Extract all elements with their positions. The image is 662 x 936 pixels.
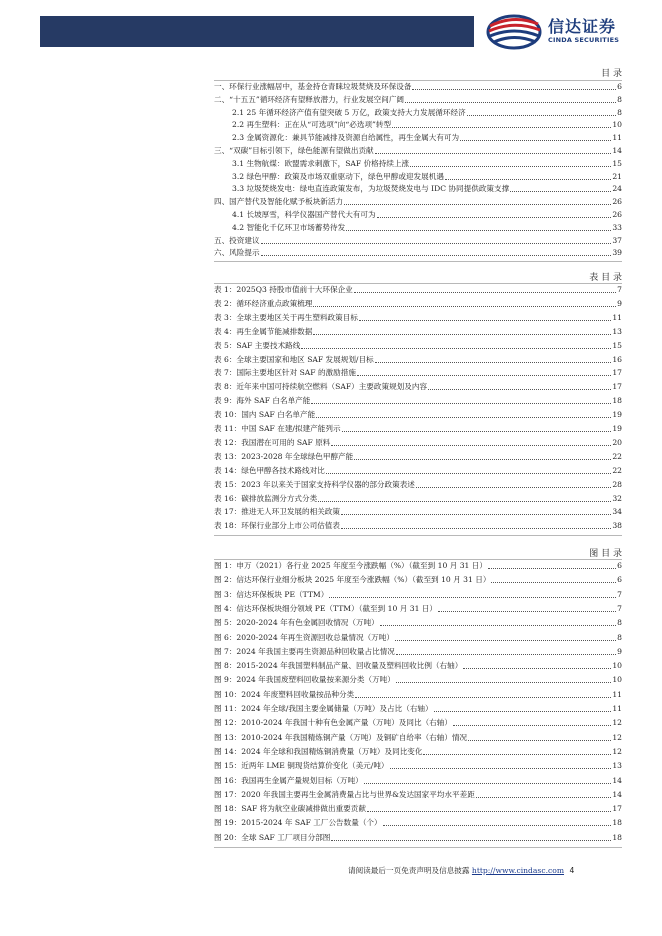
toc-entry-title: 2.3 金属资源化：兼具节能减排及资源自给属性，再生金属大有可为 <box>232 133 460 143</box>
toc-bottom-rule <box>214 261 622 262</box>
figures-entry-title: 图 13：2010-2024 年我国精炼铜产量（万吨）及铜矿自给率（右轴）情况 <box>214 732 468 742</box>
dot-leader <box>416 486 611 488</box>
dot-leader <box>428 388 611 390</box>
toc-entry-page: 26 <box>612 197 622 207</box>
figures-entry[interactable] <box>214 789 622 801</box>
dot-leader <box>329 596 616 598</box>
figures-entry-page: 14 <box>612 789 622 799</box>
figures-entry-title: 图 17：2020 年我国主要再生金属消费量占比与世界&发达国家平均水平差距 <box>214 789 475 799</box>
tables-bottom-rule <box>214 535 622 536</box>
figures-entry[interactable] <box>214 646 622 658</box>
tables-entry[interactable] <box>214 423 622 435</box>
figures-entry-page: 7 <box>617 589 622 599</box>
toc-entry-page: 39 <box>612 248 622 258</box>
figures-entry[interactable] <box>214 717 622 729</box>
website-link[interactable]: http://www.cindasc.com <box>471 866 565 875</box>
dot-leader <box>375 152 612 154</box>
toc-entry-title: 3.1 生物航煤：欧盟需求刺激下，SAF 价格持续上涨 <box>232 158 410 168</box>
dot-leader <box>405 101 616 103</box>
tables-entry-title: 表 1：2025Q3 持股市值前十大环保企业 <box>214 285 353 294</box>
dot-leader <box>377 216 612 218</box>
tables-entry-title: 表 5：SAF 主要技术路线 <box>214 340 301 350</box>
figures-entry-page: 9 <box>617 646 622 656</box>
figures-entry[interactable] <box>214 589 622 601</box>
tables-entry-page: 11 <box>612 312 622 322</box>
dot-leader <box>476 796 612 798</box>
dot-leader <box>301 347 611 349</box>
tables-entry-page: 22 <box>612 465 622 475</box>
tables-entry[interactable] <box>214 451 622 463</box>
tables-entry-page: 20 <box>612 437 622 447</box>
tables-entry-page: 38 <box>612 521 622 531</box>
tables-entry[interactable] <box>214 520 622 532</box>
figures-entry[interactable] <box>214 746 622 758</box>
figures-entry-title: 图 20：全球 SAF 工厂项目分部图 <box>214 832 331 842</box>
toc-entry-page: 33 <box>612 222 622 232</box>
tables-entry[interactable] <box>214 298 622 310</box>
figures-entry-title: 图 16：我国再生金属产量规划目标（万吨） <box>214 775 363 785</box>
tables-entry[interactable] <box>214 326 622 338</box>
figures-entry-page: 13 <box>612 761 622 771</box>
tables-title: 表 目 录 <box>589 273 622 283</box>
page-number: 4 <box>569 866 575 875</box>
figures-entry[interactable] <box>214 803 622 815</box>
tables-entry-page: 17 <box>612 368 622 378</box>
dot-leader <box>491 581 616 583</box>
toc-entry-page: 21 <box>612 171 622 181</box>
tables-entry[interactable] <box>214 465 622 477</box>
toc-entry-title: 2.2 再生塑料：正在从“可选项”向“必选项”转型 <box>232 120 392 130</box>
dot-leader <box>380 624 616 626</box>
header-band <box>40 16 474 47</box>
dot-leader <box>445 178 611 180</box>
toc-entry-title: 2.1 25 年循环经济产值有望突破 5 万亿，政策支持大力发展循环经济 <box>232 107 466 117</box>
dot-leader <box>357 374 611 376</box>
dot-leader <box>364 782 612 784</box>
figures-entry-page: 7 <box>617 603 622 613</box>
toc-entry-title: 三、“双碳”目标引领下，绿色能源有望做出贡献 <box>214 146 374 155</box>
figures-title: 图 目 录 <box>589 549 622 559</box>
tables-entry-page: 16 <box>612 354 622 364</box>
toc-title: 目 录 <box>601 69 622 79</box>
figures-entry-title: 图 11：2024 年全球/我国主要金属储量（万吨）及占比（右轴） <box>214 704 433 713</box>
dot-leader <box>354 458 611 460</box>
toc-entry-page: 14 <box>612 146 622 155</box>
disclaimer-notice: 请阅读最后一页免责声明及信息披露 <box>348 866 470 875</box>
dot-leader <box>342 430 612 432</box>
dot-leader <box>410 165 611 167</box>
toc-entry-page: 11 <box>612 133 622 143</box>
dot-leader <box>261 254 612 256</box>
toc-entry[interactable] <box>232 132 622 144</box>
figures-entry[interactable] <box>214 775 622 787</box>
tables-entry-page: 19 <box>612 410 622 420</box>
dot-leader <box>396 681 611 683</box>
toc-entry[interactable] <box>214 145 622 157</box>
figures-entry[interactable] <box>214 674 622 686</box>
figures-entry[interactable] <box>214 760 622 772</box>
figures-entry-page: 10 <box>612 661 622 671</box>
tables-entry-page: 9 <box>617 298 622 308</box>
figures-entry-title: 图 5：2020-2024 年有色金属回收情况（万吨） <box>214 618 379 628</box>
tables-entry-page: 17 <box>612 382 622 392</box>
tables-entry-title: 表 6：全球主要国家和地区 SAF 发展规划/目标 <box>214 354 374 364</box>
tables-entry-title: 表 15：2023 年以来关于国家支持科学仪器的部分政策表述 <box>214 479 415 489</box>
dot-leader <box>375 361 612 363</box>
figures-entry[interactable] <box>214 817 622 829</box>
dot-leader <box>344 203 611 205</box>
tables-entry-title: 表 17：推进无人环卫发展的相关政策 <box>214 507 340 517</box>
figures-entry[interactable] <box>214 632 622 644</box>
brand-name-en: CINDA SECURITIES <box>548 36 620 44</box>
tables-entry-title: 表 14：绿色甲醇各技术路线对比 <box>214 465 325 475</box>
dot-leader <box>313 333 611 335</box>
tables-entry[interactable] <box>214 367 622 379</box>
figures-entry-page: 10 <box>612 675 622 685</box>
figures-entry-title: 图 19：2015-2024 年 SAF 工厂公告数量（个） <box>214 818 382 828</box>
figures-entry[interactable] <box>214 574 622 586</box>
tables-entry-page: 19 <box>612 424 622 433</box>
figures-entry[interactable] <box>214 617 622 629</box>
figures-entry-title: 图 12：2010-2024 年我国十种有色金属产量（万吨）及同比（右轴） <box>214 718 452 728</box>
dot-leader <box>359 319 611 321</box>
tables-entry-page: 15 <box>612 340 622 350</box>
dot-leader <box>423 753 611 755</box>
toc-entry[interactable] <box>214 94 622 106</box>
dot-leader <box>331 444 611 446</box>
figures-entry-page: 6 <box>617 561 622 570</box>
dot-leader <box>395 639 616 641</box>
figures-entry[interactable] <box>214 689 622 701</box>
toc-entry[interactable] <box>232 183 622 195</box>
tables-entry[interactable] <box>214 284 622 296</box>
toc-entry-page: 8 <box>617 94 622 104</box>
figures-entry[interactable] <box>214 660 622 672</box>
toc-entry-title: 五、投资建议 <box>214 235 260 245</box>
tables-entry-page: 28 <box>612 479 622 489</box>
toc-entry[interactable] <box>214 235 622 247</box>
dot-leader <box>383 824 612 826</box>
figures-bottom-rule <box>214 847 622 848</box>
tables-entry-page: 22 <box>612 451 622 461</box>
dot-leader <box>390 767 612 769</box>
tables-entry-title: 表 3：全球主要地区关于再生塑料政策目标 <box>214 312 358 322</box>
toc-entry-title: 一、环保行业涨幅居中，基金持仓青睐垃圾焚烧及环保设备 <box>214 82 412 91</box>
tables-entry[interactable] <box>214 479 622 491</box>
dot-leader <box>313 305 616 307</box>
figures-entry-page: 18 <box>612 832 622 842</box>
figures-entry-page: 8 <box>617 632 622 642</box>
figures-entry-title: 图 4：信达环保板块细分领域 PE（TTM）（截至到 10 月 31 日） <box>214 603 438 613</box>
tables-entry-title: 表 18：环保行业部分上市公司估值表 <box>214 521 340 531</box>
tables-entry[interactable] <box>214 395 622 407</box>
figures-entry-title: 图 18：SAF 将为航空业碳减排做出重要贡献 <box>214 804 366 814</box>
dot-leader <box>341 513 611 515</box>
toc-entry[interactable] <box>214 81 622 93</box>
tables-entry[interactable] <box>214 354 622 366</box>
figures-entry-page: 12 <box>612 718 622 728</box>
dot-leader <box>354 291 616 293</box>
tables-entry[interactable] <box>214 312 622 324</box>
dot-leader <box>396 653 616 655</box>
tables-entry-page: 13 <box>612 326 622 336</box>
dot-leader <box>316 416 611 418</box>
figures-entry-title: 图 1：申万（2021）各行业 2025 年度至今涨跌幅（%）（截至到 10 月 31 日） <box>214 561 487 570</box>
figures-entry[interactable] <box>214 832 622 844</box>
figures-entry-title: 图 10：2024 年废塑料回收量按品种分类 <box>214 689 355 699</box>
toc-entry-title: 二、“十五五”循环经济有望释放潜力，行业发展空间广阔 <box>214 94 405 104</box>
tables-entry-title: 表 7：国际主要地区针对 SAF 的激励措施 <box>214 368 356 378</box>
toc-entry-page: 26 <box>612 210 622 219</box>
toc-entry[interactable] <box>232 119 622 131</box>
figures-entry-title: 图 7：2024 年我国主要再生资源品种回收量占比情况 <box>214 646 395 656</box>
toc-entry-page: 24 <box>612 184 622 194</box>
dot-leader <box>318 500 611 502</box>
figures-entry-title: 图 15：近两年 LME 铜现货结算价变化（美元/吨） <box>214 761 389 771</box>
tables-entry-page: 7 <box>617 285 622 294</box>
figures-entry-title: 图 2：信达环保行业细分板块 2025 年度至今涨跌幅（%）（截至到 10 月 31 日） <box>214 575 491 585</box>
toc-entry-page: 37 <box>612 235 622 245</box>
toc-entry[interactable] <box>214 247 622 259</box>
page-footer <box>348 865 574 876</box>
figures-entry-page: 12 <box>612 746 622 756</box>
toc-entry-page: 8 <box>617 107 622 117</box>
dot-leader <box>311 402 611 404</box>
dot-leader <box>346 229 611 231</box>
figures-entry[interactable] <box>214 603 622 615</box>
tables-entry-title: 表 9：海外 SAF 白名单产能 <box>214 396 311 406</box>
dot-leader <box>468 739 611 741</box>
tables-entry-title: 表 13：2023-2028 年全球绿色甲醇产能 <box>214 451 354 461</box>
figures-entry-page: 6 <box>617 575 622 585</box>
tables-entry-page: 18 <box>612 396 622 406</box>
dot-leader <box>453 724 611 726</box>
figures-entry-page: 11 <box>612 704 622 713</box>
toc-entry-title: 3.2 绿色甲醇：政策及市场双重驱动下，绿色甲醇或迎发展机遇 <box>232 171 444 181</box>
figures-entry-page: 18 <box>612 818 622 828</box>
toc-entry[interactable] <box>232 171 622 183</box>
toc-entry[interactable] <box>214 196 622 208</box>
toc-entry-title: 六、风险提示 <box>214 248 260 258</box>
dot-leader <box>463 667 611 669</box>
tables-entry[interactable] <box>214 493 622 505</box>
dot-leader <box>412 88 616 90</box>
dot-leader <box>326 472 612 474</box>
dot-leader <box>331 839 611 841</box>
toc-entry[interactable] <box>232 209 622 221</box>
figures-entry-title: 图 14：2024 年全球和我国精炼铜消费量（万吨）及同比变化 <box>214 746 423 756</box>
dot-leader <box>355 696 611 698</box>
tables-entry[interactable] <box>214 381 622 393</box>
toc-entry[interactable] <box>232 158 622 170</box>
tables-entry[interactable] <box>214 409 622 421</box>
tables-entry[interactable] <box>214 340 622 352</box>
tables-entry-title: 表 8：近年来中国可持续航空燃料（SAF）主要政策规划及内容 <box>214 382 428 392</box>
dot-leader <box>467 114 616 116</box>
dot-leader <box>460 139 611 141</box>
figures-entry-page: 8 <box>617 618 622 628</box>
toc-entry-page: 10 <box>612 120 622 130</box>
figures-entry-page: 14 <box>612 775 622 785</box>
figures-entry-page: 11 <box>612 689 622 699</box>
tables-entry-page: 32 <box>612 493 622 503</box>
tables-entry-title: 表 11：中国 SAF 在建/拟建产能列示 <box>214 424 341 433</box>
tables-entry-title: 表 16：碳排放监测分方式分类 <box>214 493 318 503</box>
toc-entry[interactable] <box>232 222 622 234</box>
figures-entry-page: 17 <box>612 804 622 814</box>
tables-entry-page: 34 <box>612 507 622 517</box>
toc-entry-page: 6 <box>617 82 622 91</box>
dot-leader <box>341 527 611 529</box>
toc-entry-page: 15 <box>612 158 622 168</box>
dot-leader <box>434 710 612 712</box>
tables-entry[interactable] <box>214 437 622 449</box>
dot-leader <box>261 242 612 244</box>
dot-leader <box>488 567 616 569</box>
figures-entry[interactable] <box>214 560 622 572</box>
tables-entry-title: 表 10：国内 SAF 白名单产能 <box>214 410 316 420</box>
tables-entry-title: 表 4：再生金属节能减排数据 <box>214 326 313 336</box>
tables-entry[interactable] <box>214 506 622 518</box>
figures-entry-title: 图 9：2024 年我国废塑料回收量按来源分类（万吨） <box>214 675 395 685</box>
toc-entry-title: 4.2 智能化千亿环卫市场蓄势待发 <box>232 222 346 232</box>
figures-entry[interactable] <box>214 732 622 744</box>
tables-entry-title: 表 2：循环经济重点政策梳理 <box>214 298 313 308</box>
toc-entry-title: 四、国产替代及智能化赋予板块新活力 <box>214 197 344 207</box>
toc-entry-title: 4.1 长坡厚雪，科学仪器国产替代大有可为 <box>232 210 376 219</box>
dot-leader <box>392 126 611 128</box>
dot-leader <box>438 610 616 612</box>
figures-entry[interactable] <box>214 703 622 715</box>
figures-entry-title: 图 6：2020-2024 年再生资源回收总量情况（万吨） <box>214 632 394 642</box>
toc-entry[interactable] <box>232 107 622 119</box>
figures-entry-page: 12 <box>612 732 622 742</box>
dot-leader <box>510 190 611 192</box>
toc-entry-title: 3.3 垃圾焚烧发电：绿电直连政策发布，为垃圾焚烧发电与 IDC 协同提供政策支撑 <box>232 184 510 194</box>
tables-entry-title: 表 12：我国潜在可用的 SAF 原料 <box>214 437 331 447</box>
brand-name-cn: 信达证券 <box>548 17 617 36</box>
figures-entry-title: 图 8：2015-2024 年我国塑料制品产量、回收量及塑料回收比例（右轴） <box>214 661 463 671</box>
dot-leader <box>367 810 611 812</box>
figures-entry-title: 图 3：信达环保板块 PE（TTM） <box>214 589 329 599</box>
